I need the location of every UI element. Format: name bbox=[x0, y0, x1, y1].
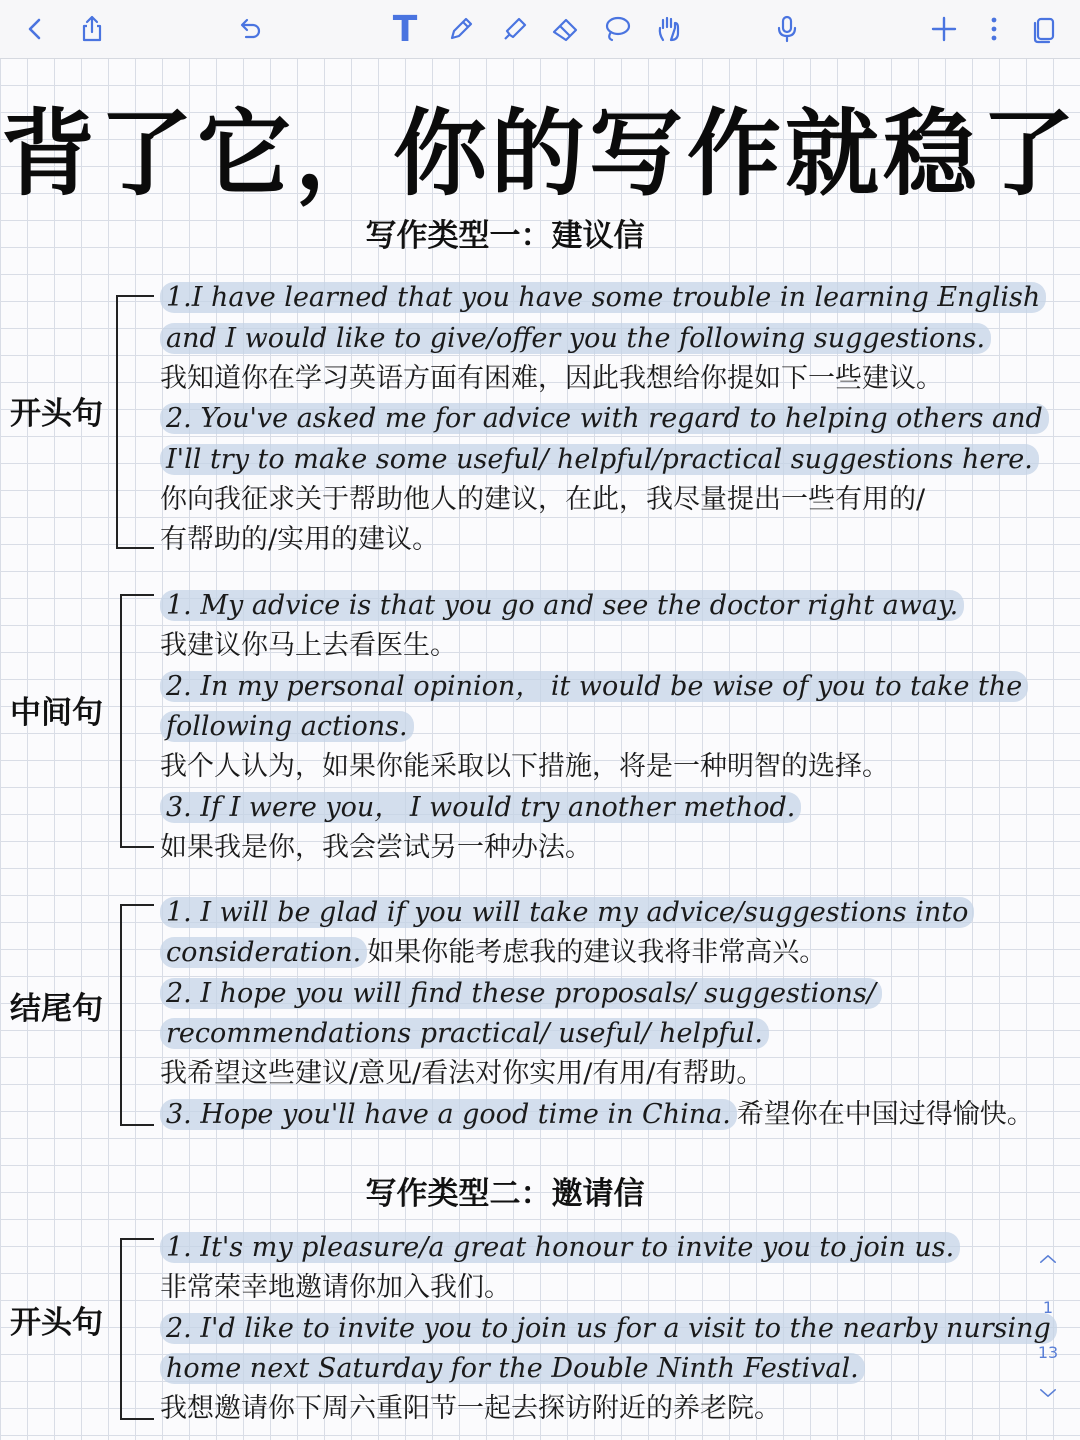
sentence-line: 1. It's my pleasure/a great honour to invite you to join us. bbox=[160, 1228, 960, 1268]
group-label-opening-invitation: 开头句 bbox=[10, 1305, 103, 1341]
eraser-icon[interactable] bbox=[546, 10, 584, 48]
sentence-line: 3. Hope you'll have a good time in China. 希望你在中国过得愉快。 bbox=[160, 1095, 1034, 1135]
page-down-icon[interactable] bbox=[1028, 1384, 1068, 1412]
sentence-line: 2. In my personal opinion， it would be wise of you to take the bbox=[160, 667, 1028, 707]
bracket bbox=[120, 904, 154, 1126]
bracket bbox=[116, 295, 154, 549]
share-icon[interactable] bbox=[73, 10, 111, 48]
page-title: 背了它，你的写作就稳了 bbox=[0, 100, 1079, 209]
sentence-line: 3. If I were you， I would try another method. bbox=[160, 788, 801, 828]
text-tool-label: T bbox=[392, 8, 418, 50]
sentence-line: consideration. 如果你能考虑我的建议我将非常高兴。 bbox=[160, 933, 826, 973]
sentence-line: 1.I have learned that you have some trouble in learning English bbox=[160, 278, 1046, 318]
translation-line: 如果我是你，我会尝试另一种办法。 bbox=[160, 832, 592, 863]
page-current: 1 bbox=[1042, 1298, 1054, 1317]
sentence-line: home next Saturday for the Double Ninth Festival. bbox=[160, 1349, 865, 1389]
group-label-opening: 开头句 bbox=[10, 396, 103, 432]
pen-icon[interactable] bbox=[442, 10, 480, 48]
microphone-icon[interactable] bbox=[768, 10, 806, 48]
sentence-line: I'll try to make some useful/ helpful/practical suggestions here. bbox=[160, 440, 1039, 480]
page-total: 13 bbox=[1037, 1343, 1059, 1362]
sentence-line: 2. You've asked me for advice with regard to helping others and bbox=[160, 399, 1049, 439]
sentence-line: 1. My advice is that you go and see the doctor right away. bbox=[160, 586, 964, 626]
translation-line: 我建议你马上去看医生。 bbox=[160, 630, 457, 661]
translation-line: 我想邀请你下周六重阳节一起去探访附近的养老院。 bbox=[160, 1393, 781, 1424]
translation-line: 有帮助的/实用的建议。 bbox=[160, 524, 440, 555]
page-up-icon[interactable] bbox=[1028, 1250, 1068, 1278]
pages-icon[interactable] bbox=[1025, 10, 1063, 48]
sentence-line: following actions. bbox=[160, 707, 414, 747]
sentence-line: 1. I will be glad if you will take my advice/suggestions into bbox=[160, 893, 974, 933]
sentence-line: 2. I hope you will find these proposals/ suggestions/ bbox=[160, 974, 882, 1014]
translation-line: 我个人认为，如果你能采取以下措施，将是一种明智的选择。 bbox=[160, 751, 889, 782]
more-icon[interactable] bbox=[975, 10, 1013, 48]
lasso-icon[interactable] bbox=[598, 10, 636, 48]
sentence-line: 2. I'd like to invite you to join us for a visit to the nearby nursing bbox=[160, 1309, 1057, 1349]
text-tool-icon[interactable] bbox=[386, 10, 424, 48]
translation-line: 非常荣幸地邀请你加入我们。 bbox=[160, 1272, 511, 1303]
hand-icon[interactable] bbox=[650, 10, 688, 48]
group-label-closing: 结尾句 bbox=[10, 991, 103, 1027]
undo-icon[interactable] bbox=[230, 10, 268, 48]
toolbar bbox=[0, 0, 1080, 59]
bracket bbox=[120, 594, 154, 848]
highlighter-icon[interactable] bbox=[496, 10, 534, 48]
section-title-invitation-letter: 写作类型二：邀请信 bbox=[365, 1176, 645, 1212]
sentence-line: and I would like to give/offer you the following suggestions. bbox=[160, 319, 991, 359]
translation-line: 我希望这些建议/意见/看法对你实用/有用/有帮助。 bbox=[160, 1058, 764, 1089]
group-label-middle: 中间句 bbox=[10, 695, 103, 731]
section-title-suggestion-letter: 写作类型一：建议信 bbox=[365, 218, 645, 254]
sentence-line: recommendations practical/ useful/ helpful. bbox=[160, 1014, 769, 1054]
add-icon[interactable] bbox=[925, 10, 963, 48]
translation-line: 你向我征求关于帮助他人的建议，在此，我尽量提出一些有用的/ bbox=[160, 484, 926, 515]
bracket bbox=[120, 1238, 154, 1420]
translation-line: 我知道你在学习英语方面有困难，因此我想给你提如下一些建议。 bbox=[160, 363, 943, 394]
back-icon[interactable] bbox=[16, 10, 54, 48]
